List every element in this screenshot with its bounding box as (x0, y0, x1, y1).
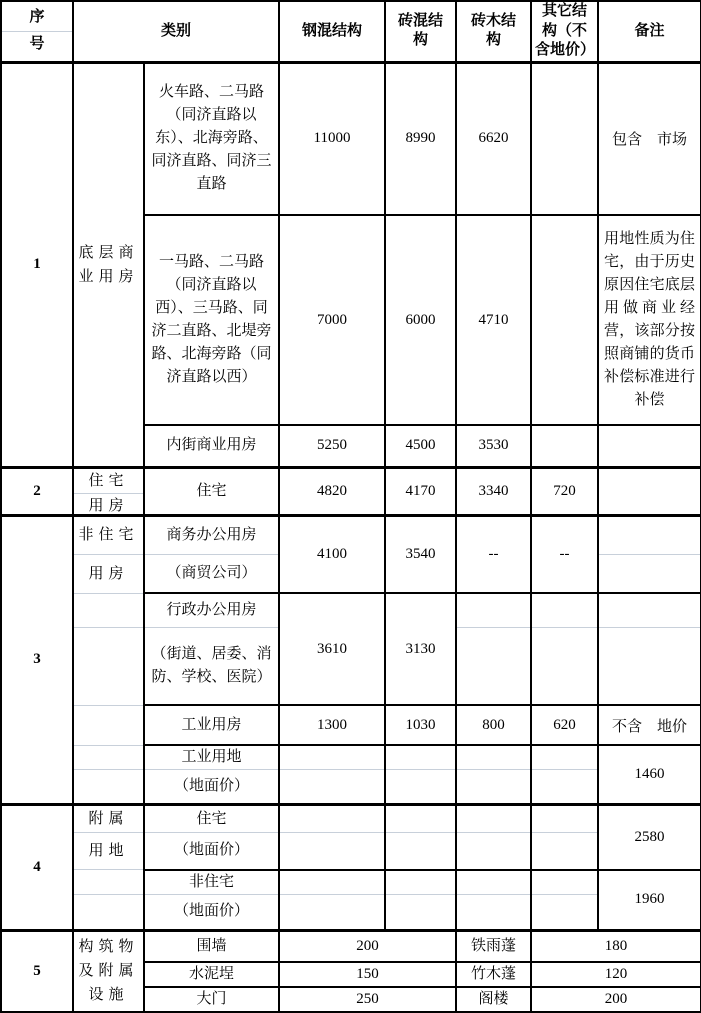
cell-s1-r3-sub: 内街商业用房 (144, 425, 279, 467)
cell-s3-r7-other: 620 (531, 705, 598, 745)
row-s3-r7 (1, 705, 701, 745)
cell-s1-r3-bc: 4500 (385, 425, 456, 467)
cell-s2-seq: 2 (1, 467, 73, 515)
cell-s3-r8-bw-upper (456, 745, 531, 770)
row-s3-r6a (1, 593, 701, 627)
header-seq-top: 序 (2, 5, 72, 32)
cell-s4-r9-bw-upper (456, 805, 531, 833)
cell-s3-r5-bw: -- (456, 515, 531, 593)
cell-s5-r13-item2: 阁楼 (456, 987, 531, 1012)
cell-s4-group-line1: 附属 (73, 805, 144, 833)
cell-s3-r8-bc-lower (385, 770, 456, 805)
cell-s4-r9-sub2: （地面价） (144, 833, 279, 870)
cell-s4-r9-steel-lower (279, 833, 385, 870)
cell-s4-r10-bw-upper (456, 870, 531, 895)
cell-s5-r12-item2: 竹木蓬 (456, 962, 531, 987)
cell-s4-r10-steel-lower (279, 894, 385, 930)
cell-s2-group (73, 467, 144, 515)
cell-s4-r10-other-lower (531, 894, 598, 930)
cell-s3-group-empty-4 (73, 745, 144, 770)
row-s5-r11 (1, 930, 701, 962)
cell-s5-r12-value: 150 (279, 962, 456, 987)
cell-s3-r8-steel-lower (279, 770, 385, 805)
cell-s1-r1-bw: 6620 (456, 62, 531, 215)
cell-s4-r10-sub1: 非住宅 (144, 870, 279, 895)
cell-s4-r10-remark: 1960 (598, 870, 701, 931)
header-row (1, 1, 701, 62)
cell-s4-r9-steel-upper (279, 805, 385, 833)
row-s4-r9a (1, 805, 701, 833)
cell-s5-r11-value: 200 (279, 930, 456, 962)
cell-s2-group-line2: 用房 (88, 498, 129, 514)
cell-s3-r5-steel: 4100 (279, 515, 385, 593)
cell-s5-r13-item: 大门 (144, 987, 279, 1012)
cell-s5-r12-item: 水泥埕 (144, 962, 279, 987)
cell-s1-r1-other (531, 62, 598, 215)
cell-s3-group-empty-3 (73, 705, 144, 745)
row-s3-r5a (1, 515, 701, 554)
cell-s3-r7-bw: 800 (456, 705, 531, 745)
cell-s5-r11-value2: 180 (531, 930, 701, 962)
cell-s3-r5-other: -- (531, 515, 598, 593)
cell-s5-r12-value2: 120 (531, 962, 701, 987)
cell-s1-r2-bw: 4710 (456, 215, 531, 425)
cell-s4-r9-remark: 2580 (598, 805, 701, 870)
cell-s1-r1-sub: 火车路、二马路（同济直路以东）、北海旁路、同济直路、同济三直路 (144, 62, 279, 215)
cell-s2-r4-other: 720 (531, 467, 598, 515)
cell-s3-r6-bw-lower (456, 627, 531, 705)
cell-s4-r9-other-lower (531, 833, 598, 870)
cell-s3-r6-sub2: （街道、居委、消防、学校、医院） (144, 627, 279, 705)
cell-s2-r4-bw: 3340 (456, 467, 531, 515)
cell-s5-seq: 5 (1, 930, 73, 1012)
row-s1-r1 (1, 62, 701, 215)
cell-s3-r6-remark-lower (598, 627, 701, 705)
cell-s1-r2-bc: 6000 (385, 215, 456, 425)
header-brick-concrete: 砖混结构 (385, 1, 456, 62)
cell-s3-r6-other-lower (531, 627, 598, 705)
header-seq-bottom: 号 (29, 36, 45, 52)
cell-s4-r10-bc-upper (385, 870, 456, 895)
header-steel-concrete: 钢混结构 (279, 1, 385, 62)
row-s4-r10a (1, 870, 701, 895)
cell-s3-r7-bc: 1030 (385, 705, 456, 745)
cell-s3-r6-other-upper (531, 593, 598, 627)
cell-s4-group-empty-1 (73, 870, 144, 895)
cell-s1-r2-other (531, 215, 598, 425)
cell-s3-group-empty-2 (73, 627, 144, 705)
row-s3-r8a (1, 745, 701, 770)
cell-s1-r3-other (531, 425, 598, 467)
header-remark: 备注 (598, 1, 701, 62)
cell-s1-r3-steel: 5250 (279, 425, 385, 467)
cell-s3-r8-sub2: （地面价） (144, 770, 279, 805)
cell-s4-group-line2: 用地 (73, 833, 144, 870)
cell-s4-r10-bc-lower (385, 894, 456, 930)
cell-s3-r5-remark-lower (598, 554, 701, 593)
cell-s4-r10-sub2: （地面价） (144, 894, 279, 930)
cell-s3-r7-steel: 1300 (279, 705, 385, 745)
cell-s4-r9-bc-lower (385, 833, 456, 870)
cell-s3-seq: 3 (1, 515, 73, 805)
cell-s3-r5-sub1: 商务办公用房 (144, 515, 279, 554)
cell-s3-group-empty-5 (73, 770, 144, 805)
cell-s5-r13-value: 250 (279, 987, 456, 1012)
header-other-structure: 其它结构（不含地价） (531, 1, 598, 62)
row-s4-r9b (1, 833, 701, 870)
cell-s3-r6-bc: 3130 (385, 593, 456, 705)
cell-s5-r11-item: 围墙 (144, 930, 279, 962)
row-s4-r10b (1, 894, 701, 930)
cell-s5-r11-item2: 铁雨蓬 (456, 930, 531, 962)
cell-s1-seq: 1 (1, 62, 73, 467)
cell-s3-group-line2: 用房 (73, 554, 144, 593)
cell-s4-r9-sub1: 住宅 (144, 805, 279, 833)
cell-s5-group: 构筑物及附属设施 (73, 930, 144, 1012)
cell-s3-group-empty-1 (73, 593, 144, 627)
cell-s1-r2-steel: 7000 (279, 215, 385, 425)
cell-s4-r10-steel-upper (279, 870, 385, 895)
cell-s3-r6-steel: 3610 (279, 593, 385, 705)
cell-s3-r5-sub2: （商贸公司） (144, 554, 279, 593)
cell-s3-r7-sub: 工业用房 (144, 705, 279, 745)
cell-s1-r3-remark (598, 425, 701, 467)
cell-s2-r4-sub: 住宅 (144, 467, 279, 515)
row-s2-r4 (1, 467, 701, 515)
cell-s4-r9-bw-lower (456, 833, 531, 870)
cell-s2-group-line1: 住宅 (74, 469, 143, 494)
cell-s4-r9-other-upper (531, 805, 598, 833)
cell-s5-r13-value2: 200 (531, 987, 701, 1012)
cell-s2-r4-steel: 4820 (279, 467, 385, 515)
cell-s1-r1-steel: 11000 (279, 62, 385, 215)
cell-s3-r8-other-upper (531, 745, 598, 770)
cell-s1-r2-sub: 一马路、二马路（同济直路以西）、三马路、同济二直路、北堤旁路、北海旁路（同济直路以西） (144, 215, 279, 425)
header-brick-wood: 砖木结构 (456, 1, 531, 62)
cell-s3-r6-bw-upper (456, 593, 531, 627)
cell-s3-r6-sub1: 行政办公用房 (144, 593, 279, 627)
cell-s1-r1-bc: 8990 (385, 62, 456, 215)
cell-s3-r6-remark-upper (598, 593, 701, 627)
cell-s1-r1-remark: 包含 市场 (598, 62, 701, 215)
cell-s3-r7-remark: 不含 地价 (598, 705, 701, 745)
cell-s1-r3-bw: 3530 (456, 425, 531, 467)
cell-s2-r4-bc: 4170 (385, 467, 456, 515)
header-seq (1, 1, 73, 62)
cell-s3-r8-remark: 1460 (598, 745, 701, 805)
cell-s3-r8-bw-lower (456, 770, 531, 805)
cell-s4-seq: 4 (1, 805, 73, 931)
cell-s3-r5-remark-upper (598, 515, 701, 554)
cell-s4-r10-bw-lower (456, 894, 531, 930)
cell-s3-r8-steel-upper (279, 745, 385, 770)
cell-s1-group: 底层商业用房 (73, 62, 144, 467)
cell-s4-r10-other-upper (531, 870, 598, 895)
cell-s1-r2-remark: 用地性质为住宅，由于历史原因住宅底层用做商业经营，该部分按照商铺的货币补偿标准进行补偿 (598, 215, 701, 425)
cell-s3-group-line1: 非住宅 (73, 515, 144, 554)
cell-s3-r5-bc: 3540 (385, 515, 456, 593)
cell-s4-r9-bc-upper (385, 805, 456, 833)
cell-s3-r8-other-lower (531, 770, 598, 805)
cell-s2-r4-remark (598, 467, 701, 515)
cell-s4-group-empty-2 (73, 894, 144, 930)
cell-s3-r8-bc-upper (385, 745, 456, 770)
row-s3-r8b (1, 770, 701, 805)
header-category: 类别 (73, 1, 279, 62)
cell-s3-r8-sub1: 工业用地 (144, 745, 279, 770)
